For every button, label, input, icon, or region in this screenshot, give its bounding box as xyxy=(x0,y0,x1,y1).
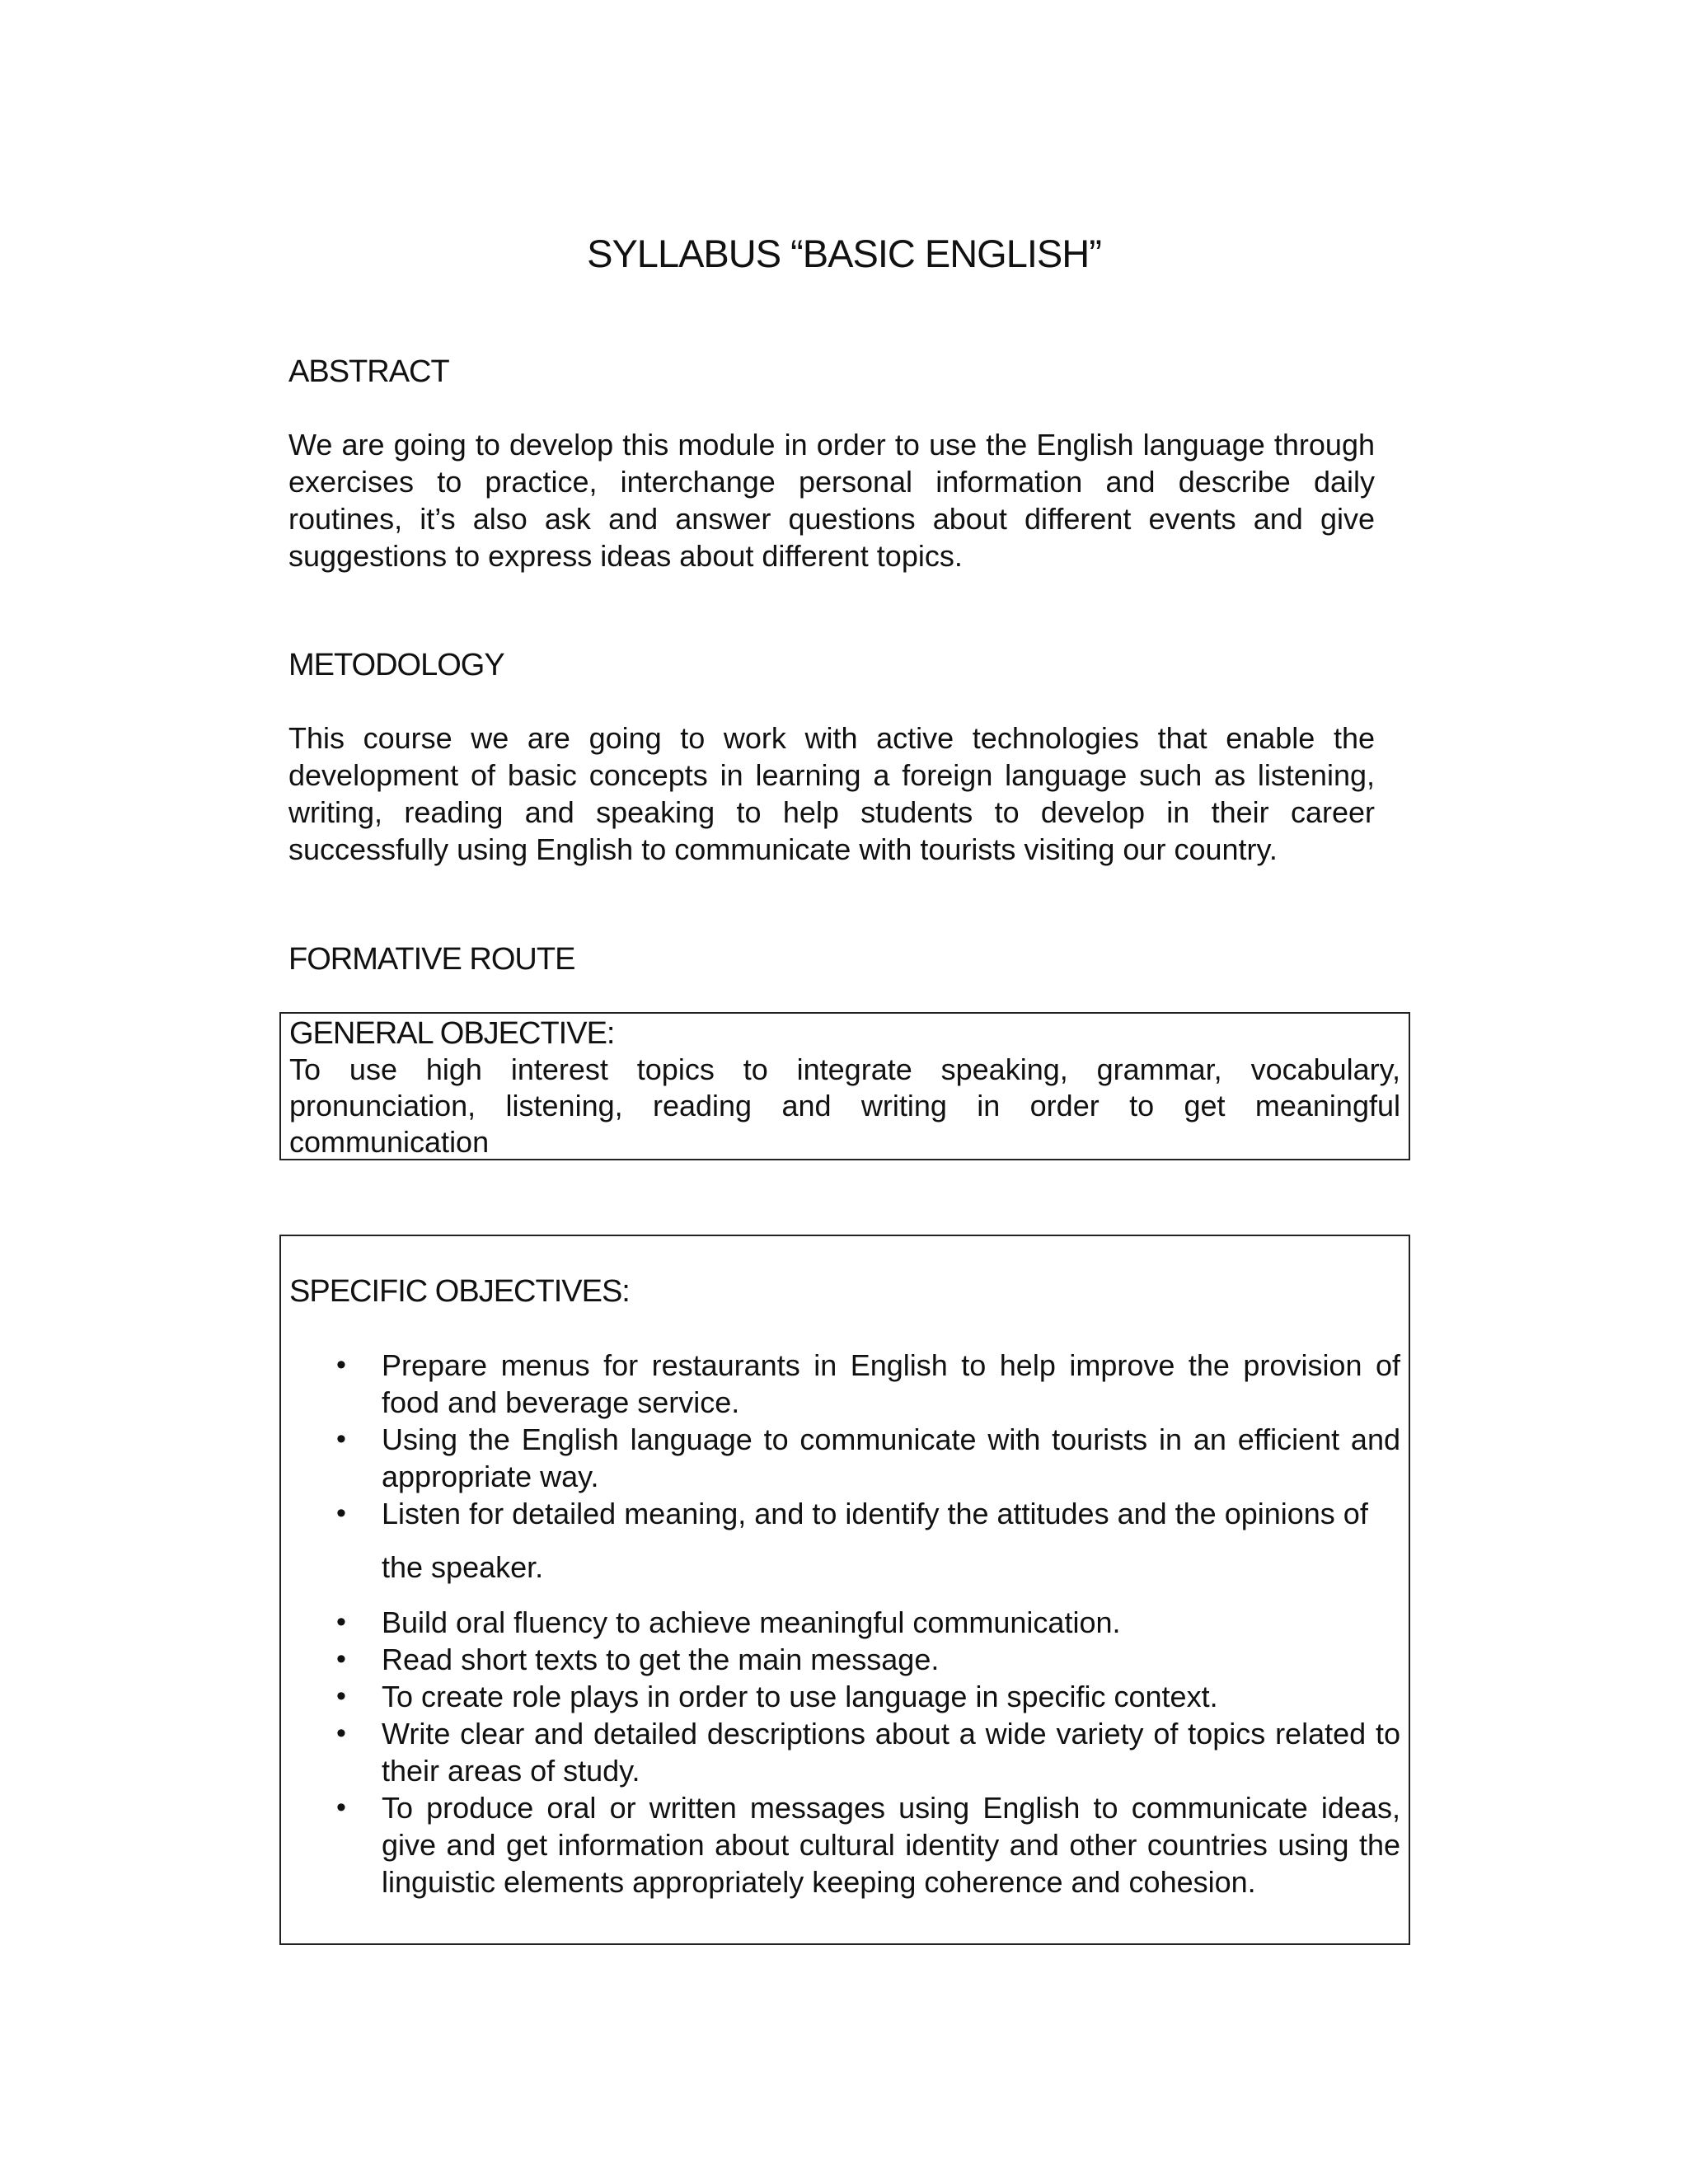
list-item xyxy=(289,1678,1400,1715)
bullet-icon: • xyxy=(336,1680,346,1712)
list-item-text: Write clear and detailed descriptions about a wide variety of topics related to their areas of study. xyxy=(382,1717,1400,1788)
general-objective-box xyxy=(279,1012,1410,1160)
specific-objectives-box xyxy=(279,1235,1410,1945)
bullet-icon: • xyxy=(336,1349,346,1380)
bullet-icon: • xyxy=(336,1643,346,1675)
bullet-icon: • xyxy=(336,1606,346,1638)
bullet-icon: • xyxy=(336,1497,346,1529)
list-item xyxy=(289,1641,1400,1678)
methodology-paragraph: This course we are going to work with active technologies that enable the development of basic concepts in learning a foreign language such as listening, writing, reading and speaking to help students to develop in their career successfully using English to communicate with tourists visiting our country. xyxy=(288,721,1375,866)
list-item xyxy=(289,1715,1400,1789)
list-item xyxy=(289,1604,1400,1641)
general-objective-heading: GENERAL OBJECTIVE: xyxy=(289,1016,615,1051)
list-item xyxy=(289,1789,1400,1900)
list-item xyxy=(289,1495,1400,1586)
bullet-icon: • xyxy=(336,1718,346,1749)
list-item-text: Prepare menus for restaurants in English to help improve the provision of food and beverage service. xyxy=(382,1348,1400,1419)
list-item-text: Build oral fluency to achieve meaningful communication. xyxy=(382,1605,1121,1639)
bullet-icon: • xyxy=(336,1792,346,1823)
list-item-text-continued: the speaker. xyxy=(382,1550,544,1584)
list-item-text: Listen for detailed meaning, and to identify the attitudes and the opinions of xyxy=(382,1497,1368,1530)
list-item-text: To create role plays in order to use language in specific context. xyxy=(382,1680,1218,1713)
abstract-paragraph: We are going to develop this module in order to use the English language through exercises to practice, interchange personal information and describe daily routines, it’s also ask and answer questions about different events and give suggestions to express ideas about different topics. xyxy=(288,428,1375,573)
specific-objectives-list xyxy=(289,1347,1400,1900)
abstract-heading: ABSTRACT xyxy=(288,354,449,389)
bullet-icon: • xyxy=(336,1423,346,1455)
list-item xyxy=(289,1421,1400,1495)
list-item-text: Read short texts to get the main message. xyxy=(382,1643,940,1676)
list-item-text: Using the English language to communicate with tourists in an efficient and appropriate way. xyxy=(382,1422,1400,1493)
general-objective-text: To use high interest topics to integrate speaking, grammar, vocabulary, pronunciation, listening, reading and writing in order to get meaningful communication xyxy=(289,1052,1400,1159)
formative-route-heading: FORMATIVE ROUTE xyxy=(288,942,575,977)
specific-objectives-heading: SPECIFIC OBJECTIVES: xyxy=(289,1274,630,1309)
methodology-heading: METODOLOGY xyxy=(288,648,504,682)
list-item xyxy=(289,1347,1400,1421)
list-item-text: To produce oral or written messages using English to communicate ideas, give and get information about cultural identity and other countries using the linguistic elements appropriately keeping coherence and cohesion. xyxy=(382,1791,1400,1899)
document-title: SYLLABUS “BASIC ENGLISH” xyxy=(587,232,1101,275)
